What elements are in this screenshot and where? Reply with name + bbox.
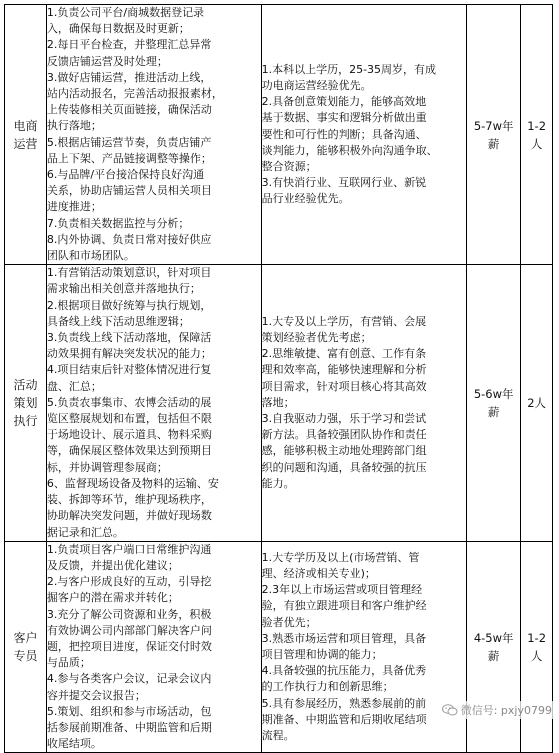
responsibility-line: 等，确保展区整体效果达到预期目 xyxy=(46,444,212,458)
requirement-line: 的工作执行力和创新思维； xyxy=(261,680,394,694)
job-title-line: 执行 xyxy=(13,413,38,428)
responsibility-line: 1.负责项目客户端口日常维护沟通 xyxy=(46,542,212,556)
requirements-cell xyxy=(261,5,467,265)
responsibility-line: 反馈店铺运营及时处理； xyxy=(46,54,168,68)
responsibility-line: 4.项目结束后针对整体情况进行复 xyxy=(46,363,212,377)
requirement-line: 织的问题和沟通，具备较强的抗压 xyxy=(261,460,427,474)
requirements-cell xyxy=(261,541,467,753)
salary-line: 5-6w年 xyxy=(473,386,514,401)
requirements-cell xyxy=(261,265,467,541)
table-row xyxy=(5,265,553,541)
requirement-line: 5.具有参展经历，熟悉参展前的前 xyxy=(261,696,427,710)
requirement-line: 整合资源； xyxy=(261,159,317,173)
requirement-line: 3.熟悉市场运营和项目管理，具备 xyxy=(261,631,427,645)
headcount-line: 1-2 xyxy=(527,118,547,133)
wechat-icon xyxy=(442,704,458,716)
job-title-line: 运营 xyxy=(13,136,38,151)
responsibility-line: 题，把控项目进度，保证交付时效 xyxy=(46,639,212,653)
requirement-line: 3.有快消行业、互联网行业、新锐 xyxy=(261,176,427,190)
requirement-line: 1.大专及以上学历，有营销、会展 xyxy=(261,314,427,328)
responsibility-line: 上传装修相关页面链接，确保活动 xyxy=(46,103,212,117)
requirement-line: 品行业经验优先。 xyxy=(261,192,350,206)
requirement-line: 策划经验者优先考虑； xyxy=(261,331,372,345)
responsibility-line: 容并提交会议报告； xyxy=(46,688,146,702)
responsibility-line: 3.负责线上线下活动落地，保障活 xyxy=(46,331,212,345)
responsibility-line: 及反馈，并提出优化建议； xyxy=(46,558,179,572)
responsibility-line: 3.做好店铺运营，推进活动上线， xyxy=(46,70,212,84)
headcount-line: 2人 xyxy=(527,395,547,410)
requirement-line: 流程。 xyxy=(261,729,295,743)
headcount-cell xyxy=(521,541,553,753)
responsibility-line: 1.有营销活动策划意识，针对项目 xyxy=(46,266,212,280)
salary-cell xyxy=(467,265,521,541)
headcount-line: 1-2 xyxy=(527,631,547,646)
job-title-line: 客户 xyxy=(13,631,38,646)
headcount-line: 人 xyxy=(530,136,543,151)
responsibility-line: 2.根据项目做好统筹与执行规划， xyxy=(46,298,212,312)
headcount-cell xyxy=(521,5,553,265)
requirement-line: 验者优先； xyxy=(261,615,317,629)
responsibility-line: 5.策划、组织和参与市场活动，包 xyxy=(46,704,212,718)
responsibility-line: 关系，协助店铺运营人员相关项目 xyxy=(46,184,212,198)
requirement-line: 1.大专学历及以上(市场营销、管 xyxy=(261,550,420,564)
responsibilities-cell xyxy=(46,265,261,541)
watermark-text: 微信号: pxjy0799 xyxy=(460,704,552,717)
requirement-line: 2.具备创意策划能力，能够高效地 xyxy=(261,95,427,109)
responsibility-line: 据记录和汇总。 xyxy=(46,525,124,539)
job-title-cell xyxy=(5,5,47,265)
responsibility-line: 2.与客户形成良好的互动，引导挖 xyxy=(46,575,212,589)
responsibility-line: 览区整展规划和布置，包括但不限 xyxy=(46,412,212,426)
requirement-line: 理和效率高，能够快速理解和分析 xyxy=(261,363,427,377)
wechat-watermark xyxy=(439,701,555,719)
responsibility-line: 装、拆卸等环节，维护现场秩序， xyxy=(46,493,212,507)
responsibility-line: 括参展前期准备、中期监管和后期 xyxy=(46,720,212,734)
responsibilities-cell xyxy=(46,5,261,265)
requirement-line: 能力。 xyxy=(261,476,295,490)
responsibility-line: 有效协调公司内部部门解决客户问 xyxy=(46,623,212,637)
responsibility-line: 需求输出相关创意并落地执行； xyxy=(46,282,201,296)
job-title-line: 策划 xyxy=(13,395,38,410)
responsibility-line: 与品质； xyxy=(46,656,91,670)
responsibility-line: 于场地设计、展示道具、物料采购 xyxy=(46,428,212,442)
salary-line: 4-5w年 xyxy=(473,631,514,646)
responsibility-line: 入，确保每日数据及时更新； xyxy=(46,22,190,36)
requirement-line: 功电商运营经验优先。 xyxy=(261,78,372,92)
requirement-line: 感，能够积极主动地处理跨部门组 xyxy=(261,444,427,458)
responsibility-line: 6.与品牌/平台接洽保持良好沟通 xyxy=(46,168,205,182)
salary-line: 薪 xyxy=(487,404,500,419)
requirement-line: 1.本科以上学历，25-35周岁，有成 xyxy=(261,62,437,76)
requirement-line: 谈判能力，能够积极外向沟通争取、 xyxy=(261,143,438,157)
responsibility-line: 7.负责相关数据监控与分析； xyxy=(46,216,190,230)
requirement-line: 要性和可行性的判断；具备沟通、 xyxy=(261,127,427,141)
headcount-cell xyxy=(521,265,553,541)
requirement-line: 期准备、中期监管和后期收尾结项 xyxy=(261,712,427,726)
responsibility-line: 2.每日平台检查，并整理汇总异常 xyxy=(46,38,212,52)
responsibility-line: 5.负责农事集市、农博会活动的展 xyxy=(46,395,212,409)
job-title-cell xyxy=(5,265,47,541)
table-row xyxy=(5,5,553,265)
job-title-cell xyxy=(5,541,47,753)
headcount-line: 人 xyxy=(530,649,543,664)
requirement-line: 2.3年以上市场运营或项目管理经 xyxy=(261,583,423,597)
job-title-line: 电商 xyxy=(13,118,38,133)
requirement-line: 4.具备较强的抗压能力，具备优秀 xyxy=(261,664,427,678)
responsibility-line: 协助解决突发问题，并做好现场数 xyxy=(46,509,212,523)
responsibility-line: 4.参与各类客户会议，记录会议内 xyxy=(46,672,212,686)
salary-cell xyxy=(467,541,521,753)
responsibility-line: 动效果拥有解决突发状况的能力； xyxy=(46,347,212,361)
job-listing-table xyxy=(4,4,553,753)
responsibility-line: 盘、汇总； xyxy=(46,379,102,393)
job-title-line: 专员 xyxy=(13,649,38,664)
requirement-line: 验，有独立跟进项目和客户维护经 xyxy=(261,599,427,613)
requirement-line: 基于数据、事实和逻辑分析做出重 xyxy=(261,111,427,125)
salary-cell xyxy=(467,5,521,265)
requirement-line: 2.思维敏捷、富有创意、工作有条 xyxy=(261,347,427,361)
table-row xyxy=(5,541,553,753)
responsibility-line: 1.负责公司平台/商城数据登记录 xyxy=(46,6,205,19)
requirement-line: 项目需求，针对项目核心将其高效 xyxy=(261,379,427,393)
responsibility-line: 进度推进； xyxy=(46,200,102,214)
responsibilities-cell xyxy=(46,541,261,753)
responsibility-line: 收尾结项。 xyxy=(46,737,102,751)
responsibility-line: 3.充分了解公司资源和业务，积极 xyxy=(46,607,212,621)
requirement-line: 新方法。具备较强团队协作和责任 xyxy=(261,428,427,442)
responsibility-line: 掘客户的潜在需求并转化； xyxy=(46,591,179,605)
requirement-line: 理、经济或相关专业)； xyxy=(261,567,376,580)
salary-line: 薪 xyxy=(487,649,500,664)
responsibility-line: 5.根据店铺运营节奏，负责店铺产 xyxy=(46,135,212,149)
requirement-line: 项目管理和协调的能力； xyxy=(261,648,383,662)
salary-line: 薪 xyxy=(487,136,500,151)
responsibility-line: 标，并协调管理参展商； xyxy=(46,460,168,474)
responsibility-line: 6、监督现场设备及物料的运输、安 xyxy=(46,476,219,490)
responsibility-line: 具备线上线下活动思维逻辑； xyxy=(46,314,190,328)
requirement-line: 落地； xyxy=(261,395,295,409)
responsibility-line: 8.内外协调、负责日常对接好供应 xyxy=(46,232,212,246)
requirement-line: 3.自我驱动力强，乐于学习和尝试 xyxy=(261,412,427,426)
salary-line: 5-7w年 xyxy=(473,118,514,133)
responsibility-line: 执行落地； xyxy=(46,119,102,133)
job-title-line: 活动 xyxy=(13,377,38,392)
responsibility-line: 团队和市场团队。 xyxy=(46,249,135,263)
responsibility-line: 站内活动报名，完善活动报报素材， xyxy=(46,87,223,101)
responsibility-line: 品上下架、产品链接调整等操作； xyxy=(46,151,212,165)
